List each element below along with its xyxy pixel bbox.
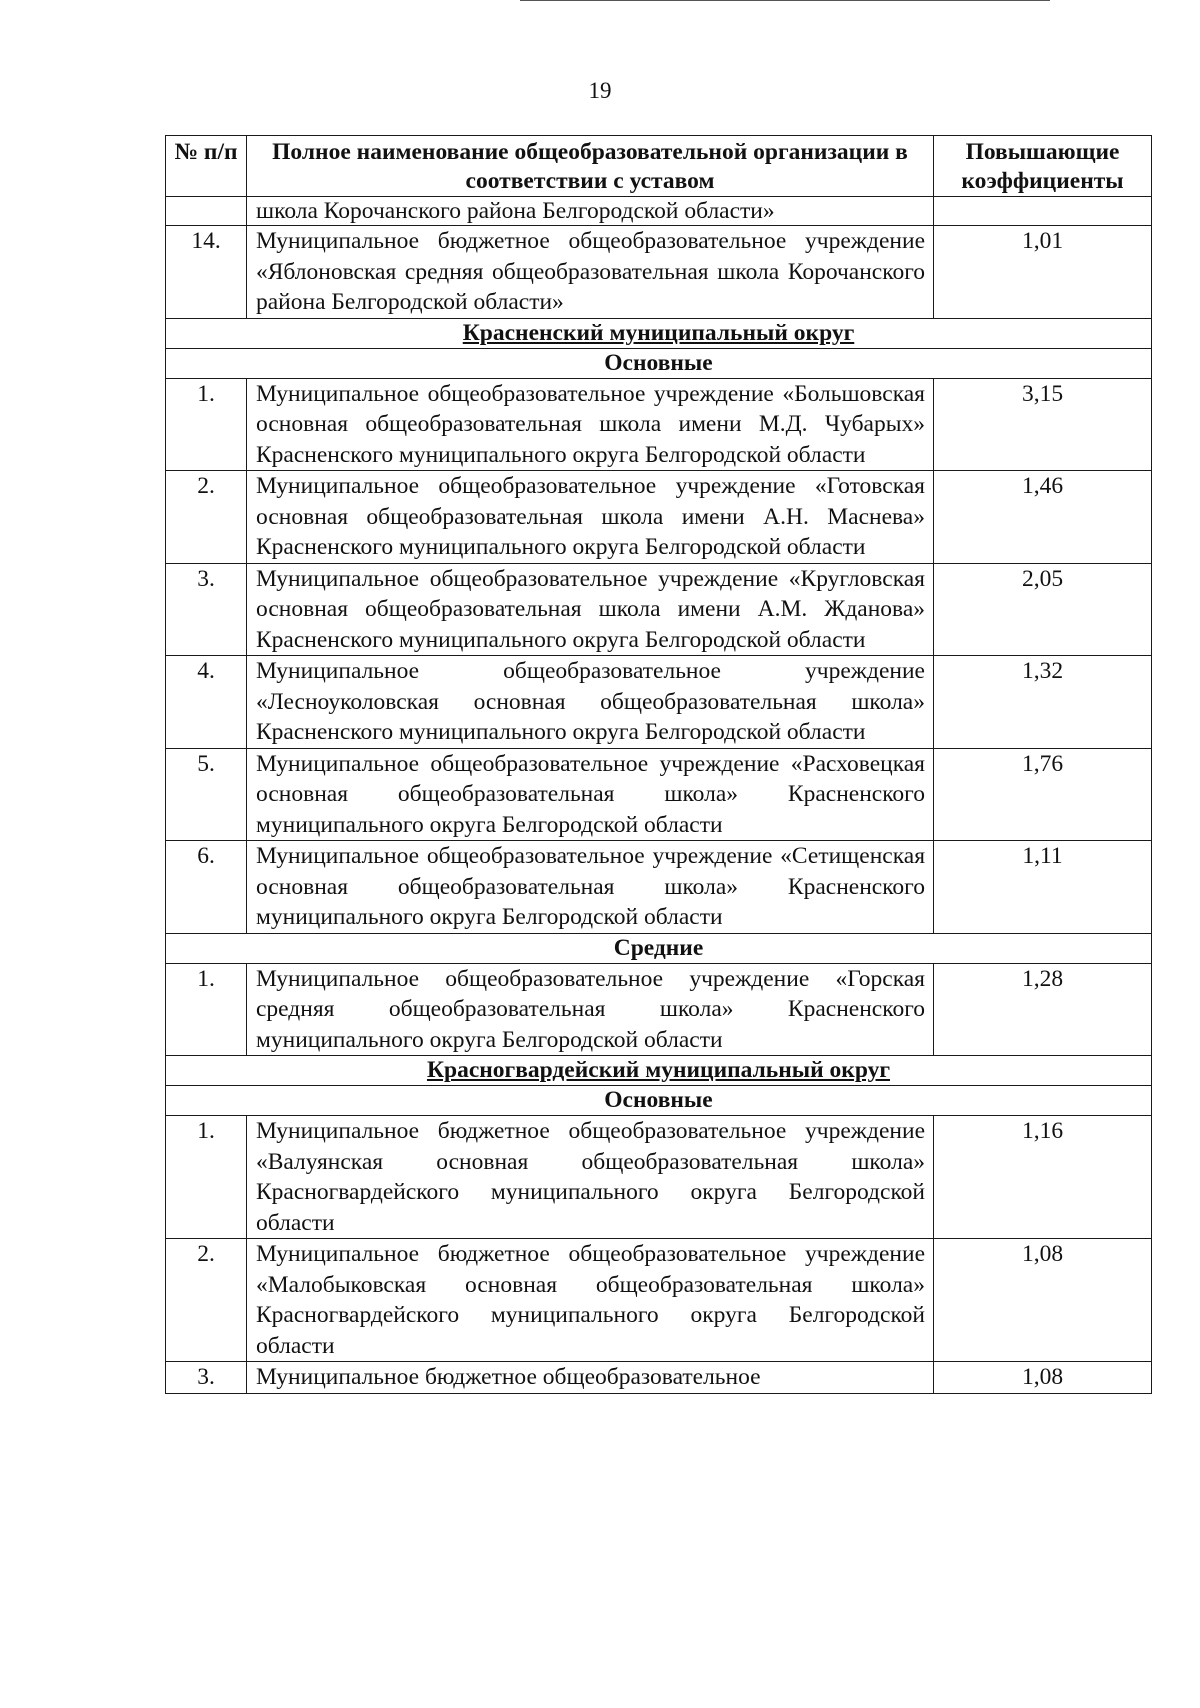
row-coef: 2,05 [934, 563, 1152, 656]
group-heading-row [166, 933, 1152, 963]
row-name: Муниципальное общеобразовательное учреждение «Горская средняя общеобразовательная школа» Красненского муниципального округа Белгородской области [247, 963, 934, 1056]
table-row [166, 748, 1152, 841]
row-name: Муниципальное бюджетное общеобразовательное учреждение «Валуянская основная общеобразовательная школа» Красногвардейского муниципального округа Белгородской области [247, 1116, 934, 1239]
group-heading: Основные [166, 1086, 1152, 1116]
row-num: 3. [166, 1362, 247, 1394]
header-name: Полное наименование общеобразовательной организации в соответствии с уставом [247, 136, 934, 197]
row-name: Муниципальное общеобразовательное учреждение «Лесноуколовская основная общеобразовательная школа» Красненского муниципального округа Белгородской области [247, 656, 934, 749]
district-heading-row [166, 1056, 1152, 1086]
row-num: 14. [166, 226, 247, 319]
row-coef: 1,08 [934, 1239, 1152, 1362]
row-num: 4. [166, 656, 247, 749]
row-coef: 1,76 [934, 748, 1152, 841]
header-num: № п/п [166, 136, 247, 197]
table-row [166, 963, 1152, 1056]
table-row [166, 1362, 1152, 1394]
header-coef: Повышающие коэффициенты [934, 136, 1152, 197]
row-coef: 1,01 [934, 226, 1152, 319]
row-num: 1. [166, 378, 247, 471]
row-name: Муниципальное общеобразовательное учреждение «Расховецкая основная общеобразовательная школа» Красненского муниципального округа Белгородской области [247, 748, 934, 841]
row-name: школа Корочанского района Белгородской области» [247, 197, 934, 226]
row-coef: 1,28 [934, 963, 1152, 1056]
table-row [166, 1239, 1152, 1362]
table-header-row [166, 136, 1152, 197]
row-name: Муниципальное общеобразовательное учреждение «Сетищенская основная общеобразовательная школа» Красненского муниципального округа Белгородской области [247, 841, 934, 934]
group-heading: Средние [166, 933, 1152, 963]
row-name: Муниципальное общеобразовательное учреждение «Готовская основная общеобразовательная школа имени А.Н. Маснева» Красненского муниципального округа Белгородской области [247, 471, 934, 564]
row-num: 5. [166, 748, 247, 841]
row-num: 2. [166, 1239, 247, 1362]
row-coef: 1,08 [934, 1362, 1152, 1394]
row-name: Муниципальное бюджетное общеобразовательное [247, 1362, 934, 1394]
scan-top-rule [520, 0, 1050, 1]
row-num [166, 197, 247, 226]
row-num: 6. [166, 841, 247, 934]
row-name: Муниципальное бюджетное общеобразовательное учреждение «Яблоновская средняя общеобразовательная школа Корочанского района Белгородской области» [247, 226, 934, 319]
row-num: 3. [166, 563, 247, 656]
row-coef: 1,46 [934, 471, 1152, 564]
row-coef: 1,32 [934, 656, 1152, 749]
table-row [166, 656, 1152, 749]
row-num: 2. [166, 471, 247, 564]
table-row [166, 1116, 1152, 1239]
coefficients-table [165, 135, 1152, 1394]
row-name: Муниципальное бюджетное общеобразовательное учреждение «Малобыковская основная общеобразовательная школа» Красногвардейского муниципального округа Белгородской области [247, 1239, 934, 1362]
table-row [166, 471, 1152, 564]
table-row [166, 841, 1152, 934]
table-row-continuation [166, 197, 1152, 226]
row-coef [934, 197, 1152, 226]
row-coef: 1,16 [934, 1116, 1152, 1239]
group-heading: Основные [166, 348, 1152, 378]
row-coef: 3,15 [934, 378, 1152, 471]
table-row [166, 226, 1152, 319]
table-row [166, 563, 1152, 656]
district-heading-row [166, 318, 1152, 348]
row-num: 1. [166, 1116, 247, 1239]
row-num: 1. [166, 963, 247, 1056]
row-name: Муниципальное общеобразовательное учреждение «Большовская основная общеобразовательная школа имени М.Д. Чубарых» Красненского муниципального округа Белгородской области [247, 378, 934, 471]
group-heading-row [166, 1086, 1152, 1116]
district-heading: Красногвардейский муниципальный округ [166, 1056, 1152, 1086]
table-row [166, 378, 1152, 471]
district-heading: Красненский муниципальный округ [166, 318, 1152, 348]
group-heading-row [166, 348, 1152, 378]
page-number: 19 [588, 78, 612, 103]
row-coef: 1,11 [934, 841, 1152, 934]
row-name: Муниципальное общеобразовательное учреждение «Кругловская основная общеобразовательная школа имени А.М. Жданова» Красненского муниципального округа Белгородской области [247, 563, 934, 656]
